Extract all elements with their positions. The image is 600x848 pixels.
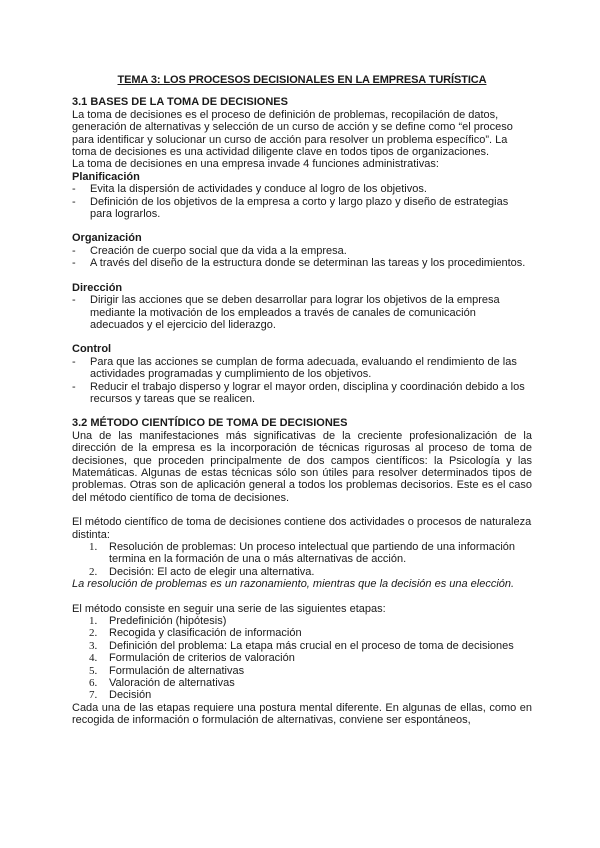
list-item: 2. Recogida y clasificación de información — [89, 627, 302, 640]
stages-list — [72, 615, 532, 702]
section-3-1-intro: La toma de decisiones es el proceso de definición de problemas, recopilación de datos, generación de alternativas y selección de un curso de acción y se define como “el proceso para identificar y solucionar un curso de acción para resolver un problema específico”. La toma de decisiones es una actividad diligente clave en todos tipos de organizaciones. — [72, 108, 513, 159]
list-item: 1. Predefinición (hipótesis) — [89, 615, 227, 628]
document-page — [72, 74, 532, 727]
italic-note: La resolución de problemas es un razonamiento, mientras que la decisión es una elección. — [72, 578, 515, 591]
section-3-1-intro2: La toma de decisiones en una empresa invade 4 funciones administrativas: — [72, 158, 439, 171]
list-item: 4. Formulación de criterios de valoración — [89, 652, 295, 665]
section-3-1-heading: 3.1 BASES DE LA TOMA DE DECISIONES — [72, 96, 288, 109]
list-item: 7. Decisión — [89, 689, 152, 702]
list-item: - Reducir el trabajo disperso y lograr el mayor orden, disciplina y coordinación debido a los recursos y tareas que se realicen. — [72, 381, 532, 406]
activities-list — [72, 541, 532, 578]
list-item: 6. Valoración de alternativas — [89, 677, 235, 690]
section-3-2-paragraph: Una de las manifestaciones más significativas de la creciente profesionalización de la dirección de la empresa es la incorporación de técnicas rigurosas al proceso de toma de decisiones, que proceden principalmente de dos campos científicos: la Psicología y las Matemáticas. Algunas de estas técnicas sólo son útiles para resolver determinados tipos de problemas. Otras son de aplicación general a todos los problemas decisorios. Este es el caso del método científico de toma de decisiones. — [72, 429, 532, 504]
control-list — [72, 356, 532, 406]
list-item: 5. Formulación de alternativas — [89, 664, 245, 677]
list-item: - Dirigir las acciones que se deben desarrollar para lograr los objetivos de la empresa mediante la motivación de los empleados a través de canales de comunicación adecuados y el ejercicio del liderazgo. — [72, 294, 532, 331]
planificacion-heading: Planificación — [72, 170, 140, 183]
list-item: - Evita la dispersión de actividades y conduce al logro de los objetivos. — [72, 183, 532, 195]
section-3-2-paragraph: El método consiste en seguir una serie de las siguientes etapas: — [72, 602, 386, 615]
organizacion-list — [72, 245, 532, 270]
planificacion-list — [72, 183, 532, 220]
list-item: - A través del diseño de la estructura donde se determinan las tareas y los procedimientos. — [72, 257, 532, 269]
list-item: - Para que las acciones se cumplan de forma adecuada, evaluando el rendimiento de las actividades programadas y cumplimiento de los objetivos. — [72, 356, 532, 381]
list-item: - Creación de cuerpo social que da vida a la empresa. — [72, 245, 532, 257]
list-item: 1. Resolución de problemas: Un proceso intelectual que partiendo de una información termina en la formación de una o más alternativas de acción. — [89, 541, 516, 566]
section-3-2-heading: 3.2 MÉTODO CIENTÍDICO DE TOMA DE DECISIONES — [72, 417, 348, 430]
list-item: 2. Decisión: El acto de elegir una alternativa. — [89, 565, 315, 578]
organizacion-heading: Organización — [72, 232, 142, 245]
section-3-2-paragraph: Cada una de las etapas requiere una postura mental diferente. En algunas de ellas, como en recogida de información o formulación de alternativas, conviene ser espontáneos, — [72, 701, 532, 727]
section-3-2-paragraph: El método científico de toma de decisiones contiene dos actividades o procesos de naturaleza distinta: — [72, 516, 532, 541]
document-title: TEMA 3: LOS PROCESOS DECISIONALES EN LA EMPRESA TURÍSTICA — [117, 74, 487, 86]
direccion-heading: Dirección — [72, 281, 123, 294]
list-item: 3. Definición del problema: La etapa más crucial en el proceso de toma de decisiones — [89, 639, 514, 652]
list-item: - Definición de los objetivos de la empresa a corto y largo plazo y diseño de estrategias para lograrlos. — [72, 196, 532, 221]
control-heading: Control — [72, 343, 112, 356]
direccion-list — [72, 294, 532, 331]
